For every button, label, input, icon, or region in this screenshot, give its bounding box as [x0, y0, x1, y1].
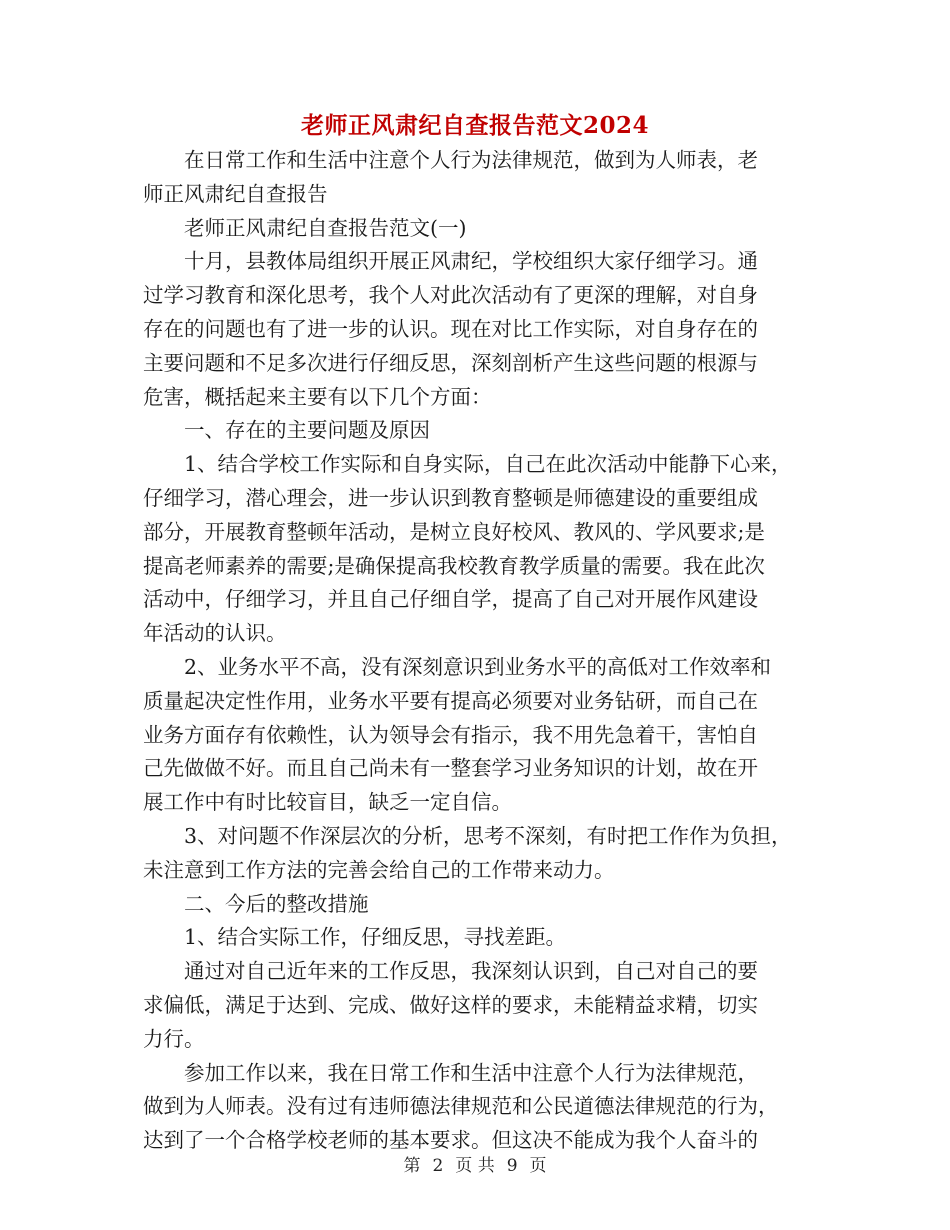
body-line: 业务方面存有依赖性，认为领导会有指示，我不用先急着干，害怕自 [143, 722, 758, 747]
body-line: 未注意到工作方法的完善会给自己的工作带来动力。 [143, 857, 615, 882]
body-line: 二、今后的整改措施 [184, 891, 369, 916]
body-line: 在日常工作和生活中注意个人行为法律规范，做到为人师表，老 [184, 148, 758, 172]
document-title: 老师正风肃纪自查报告范文2024 [300, 112, 649, 139]
body-line: 十月，县教体局组织开展正风肃纪，学校组织大家仔细学习。通 [184, 249, 758, 274]
body-line: 1、结合学校工作实际和自身实际，自己在此次活动中能静下心来， [184, 452, 792, 477]
body-line: 一、存在的主要问题及原因 [184, 418, 430, 443]
document-body [143, 144, 808, 1158]
body-line: 求偏低，满足于达到、完成、做好这样的要求，未能精益求精，切实 [143, 992, 758, 1017]
body-line: 存在的问题也有了进一步的认识。现在对比工作实际，对自身存在的 [143, 316, 758, 341]
body-line: 危害，概括起来主要有以下几个方面： [143, 384, 492, 409]
body-line: 提高老师素养的需要;是确保提高我校教育教学质量的需要。我在此次 [143, 553, 765, 578]
body-line: 达到了一个合格学校老师的基本要求。但这决不能成为我个人奋斗的 [143, 1128, 758, 1153]
body-line: 做到为人师表。没有过有违师德法律规范和公民道德法律规范的行为， [143, 1094, 779, 1119]
page-number: 2 [432, 1156, 444, 1176]
total-pages: 9 [506, 1156, 518, 1176]
body-line: 2、业务水平不高，没有深刻意识到业务水平的高低对工作效率和 [184, 654, 772, 679]
page-footer [0, 1154, 950, 1178]
body-line: 展工作中有时比较盲目，缺乏一定自信。 [143, 790, 512, 815]
footer-suffix: 页 [529, 1156, 547, 1176]
body-line: 己先做做不好。而且自己尚未有一整套学习业务知识的计划，故在开 [143, 756, 758, 781]
body-line: 3、对问题不作深层次的分析，思考不深刻，有时把工作作为负担， [184, 823, 792, 848]
body-line: 部分，开展教育整顿年活动，是树立良好校风、教风的、学风要求;是 [143, 519, 765, 544]
body-line: 活动中，仔细学习，并且自己仔细自学，提高了自己对开展作风建设 [143, 587, 758, 612]
body-line: 主要问题和不足多次进行仔细反思，深刻剖析产生这些问题的根源与 [143, 350, 758, 375]
body-line: 仔细学习，潜心理会，进一步认识到教育整顿是师德建设的重要组成 [143, 485, 758, 510]
body-line: 老师正风肃纪自查报告范文(一) [184, 215, 467, 240]
body-line: 质量起决定性作用，业务水平要有提高必须要对业务钻研，而自己在 [143, 688, 758, 713]
body-line: 通过对自己近年来的工作反思，我深刻认识到，自己对自己的要 [184, 959, 758, 984]
body-line: 过学习教育和深化思考，我个人对此次活动有了更深的理解，对自身 [143, 283, 758, 308]
footer-prefix: 第 [403, 1156, 421, 1176]
body-line: 1、结合实际工作，仔细反思，寻找差距。 [184, 925, 567, 950]
body-line: 年活动的认识。 [143, 621, 287, 646]
footer-middle: 页 共 [455, 1156, 495, 1176]
body-line: 师正风肃纪自查报告 [143, 181, 328, 206]
body-line: 参加工作以来，我在日常工作和生活中注意个人行为法律规范， [184, 1060, 758, 1085]
body-line: 力行。 [143, 1026, 205, 1051]
